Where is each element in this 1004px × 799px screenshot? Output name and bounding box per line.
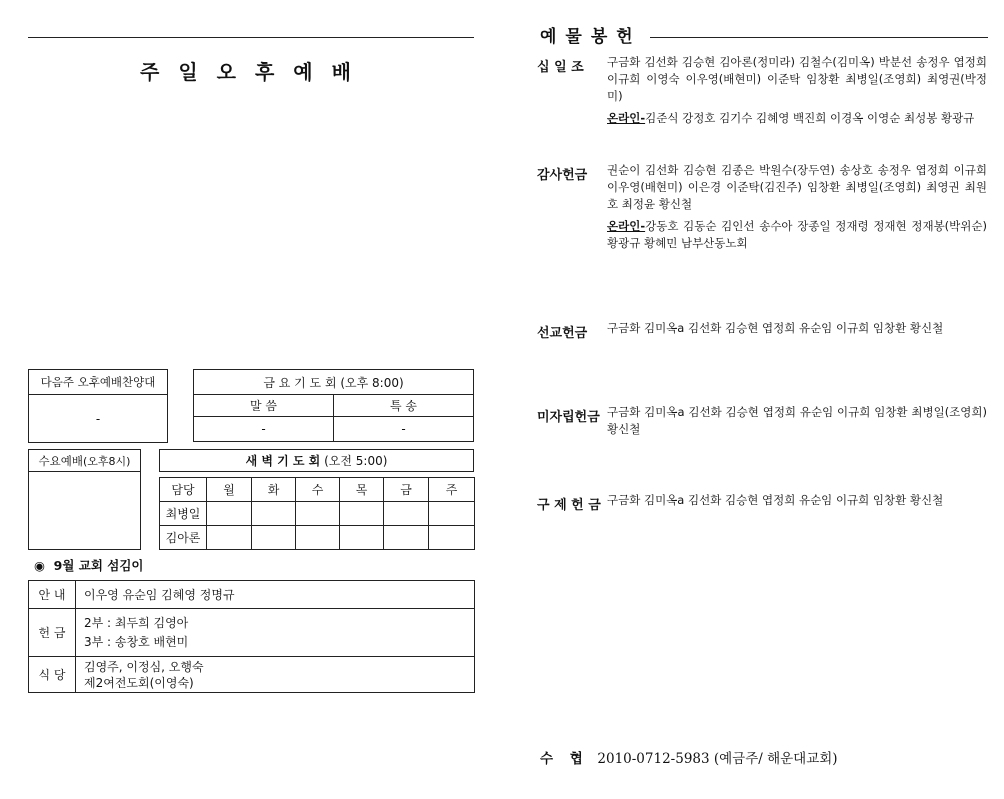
grid-cell bbox=[429, 502, 475, 526]
dawn-prayer-grid bbox=[159, 477, 475, 550]
friday-sermon-value: - bbox=[194, 417, 334, 442]
grid-cell bbox=[207, 526, 252, 550]
service-heading bbox=[34, 556, 144, 574]
wednesday-header bbox=[29, 450, 141, 472]
offering-title-rule bbox=[650, 37, 988, 38]
offering-names-support bbox=[607, 404, 987, 438]
wednesday-value bbox=[29, 472, 141, 550]
offering-names-relief bbox=[607, 492, 987, 509]
category-relief: 구 제 헌 금 bbox=[537, 498, 601, 513]
wednesday-table bbox=[28, 449, 141, 550]
friday-col-sermon: 말 씀 bbox=[194, 395, 334, 417]
grid-row-leader: 김아론 bbox=[160, 526, 207, 550]
list-item: 2부 : 최두희 김영아 bbox=[84, 615, 189, 630]
bank-label: 수 협 bbox=[540, 751, 589, 767]
names-text: 구금화 김미옥a 김선화 김승현 엽정희 유순임 이규희 임창환 최병일(조영희) 황신철 bbox=[607, 405, 987, 436]
title-rule bbox=[28, 37, 474, 38]
list-item: 3부 : 송창호 배현미 bbox=[84, 634, 189, 649]
table-row bbox=[160, 502, 475, 526]
category-tithe: 십 일 조 bbox=[537, 60, 584, 75]
category-mission: 선교헌금 bbox=[537, 326, 588, 341]
dawn-prayer-title: 새 벽 기 도 회 bbox=[245, 454, 321, 468]
grid-cell bbox=[340, 502, 384, 526]
category-support: 미자립헌금 bbox=[537, 410, 600, 425]
online-names bbox=[607, 218, 987, 252]
wednesday-time: (오후8시) bbox=[82, 454, 131, 468]
list-item: 김영주, 이정심, 오행숙 bbox=[84, 659, 204, 674]
grid-header-thu: 목 bbox=[340, 478, 384, 502]
choir-header: 다음주 오후예배찬양대 bbox=[29, 370, 168, 395]
grid-header-duty: 담당 bbox=[160, 478, 207, 502]
bank-value: 2010-0712-5983 (예금주/ 해운대교회) bbox=[597, 751, 838, 767]
service-label-usher: 안 내 bbox=[29, 581, 76, 609]
service-label-offering: 헌 금 bbox=[29, 609, 76, 657]
service-people-offering bbox=[76, 609, 475, 657]
grid-row-leader: 최병일 bbox=[160, 502, 207, 526]
names-text: 구금화 김선화 김승현 김아론(정미라) 김철수(김미옥) 박분선 송정우 엽정희 이규희 이영숙 이우영(배현미) 이준탁 임창환 최병일(조영희) 최영권(박정미) bbox=[607, 55, 987, 103]
friday-prayer-table bbox=[193, 369, 474, 442]
offering-title: 예물봉헌 bbox=[540, 27, 642, 47]
bullet-icon: ◉ bbox=[34, 558, 45, 573]
dawn-prayer-header-table bbox=[159, 449, 474, 472]
friday-prayer-header bbox=[194, 370, 474, 395]
grid-cell bbox=[252, 526, 296, 550]
table-row bbox=[160, 526, 475, 550]
grid-header-tue: 화 bbox=[252, 478, 296, 502]
wednesday-title: 수요예배 bbox=[38, 453, 83, 468]
online-names bbox=[607, 110, 987, 127]
grid-cell bbox=[429, 526, 475, 550]
names-text: 권순이 김선화 김승현 김종은 박원수(장두연) 송상호 송정우 엽정희 이규희 이우영(배현미) 이은경 이준탁(김진주) 임창환 최병일(조영희) 최영권 최원호 최정윤 황신철 bbox=[607, 163, 987, 211]
names-text: 구금화 김미옥a 김선화 김승현 엽정희 유순임 이규희 임창환 황신철 bbox=[607, 493, 944, 507]
names-text: 구금화 김미옥a 김선화 김승현 엽정희 유순임 이규희 임창환 황신철 bbox=[607, 321, 944, 335]
online-text: 김준식 강정호 김기수 김혜영 백진희 이경옥 이영순 최성봉 황광규 bbox=[645, 111, 975, 125]
service-title: 9월 교회 섬김이 bbox=[53, 558, 144, 573]
bank-account bbox=[540, 747, 838, 767]
list-item: 제2여전도회(이영숙) bbox=[84, 675, 194, 690]
friday-col-special-song: 특 송 bbox=[334, 395, 474, 417]
grid-header-sun: 주 bbox=[429, 478, 475, 502]
service-label-kitchen: 식 당 bbox=[29, 657, 76, 693]
online-label: 온라인- bbox=[607, 111, 646, 125]
friday-prayer-title: 금 요 기 도 회 bbox=[263, 375, 337, 390]
list-item: 이우영 유순임 김혜영 정명규 bbox=[84, 587, 235, 602]
page-title: 주일오후예배 bbox=[140, 60, 370, 84]
grid-cell bbox=[384, 526, 429, 550]
category-thanks: 감사헌금 bbox=[537, 168, 588, 183]
grid-header-fri: 금 bbox=[384, 478, 429, 502]
grid-cell bbox=[296, 502, 340, 526]
choir-value: - bbox=[29, 395, 168, 443]
grid-cell bbox=[340, 526, 384, 550]
service-table bbox=[28, 580, 475, 693]
online-text: 강동호 김동순 김인선 송수아 장종일 정재령 정재현 정재봉(박위순) 황광규 황혜민 남부산동노회 bbox=[607, 219, 987, 250]
friday-prayer-time: (오후 8:00) bbox=[340, 375, 404, 390]
dawn-prayer-header bbox=[160, 450, 474, 472]
service-people-kitchen bbox=[76, 657, 475, 693]
grid-cell bbox=[207, 502, 252, 526]
table-row bbox=[29, 581, 475, 609]
friday-song-value: - bbox=[334, 417, 474, 442]
dawn-prayer-time: (오전 5:00) bbox=[324, 454, 388, 468]
grid-header-wed: 수 bbox=[296, 478, 340, 502]
grid-cell bbox=[252, 502, 296, 526]
online-label: 온라인- bbox=[607, 219, 646, 233]
grid-header-mon: 월 bbox=[207, 478, 252, 502]
choir-table bbox=[28, 369, 168, 443]
grid-cell bbox=[296, 526, 340, 550]
grid-cell bbox=[384, 502, 429, 526]
offering-names-mission bbox=[607, 320, 987, 337]
table-row bbox=[29, 657, 475, 693]
offering-names-tithe bbox=[607, 54, 987, 127]
table-row bbox=[29, 609, 475, 657]
offering-names-thanks bbox=[607, 162, 987, 252]
service-people-usher bbox=[76, 581, 475, 609]
